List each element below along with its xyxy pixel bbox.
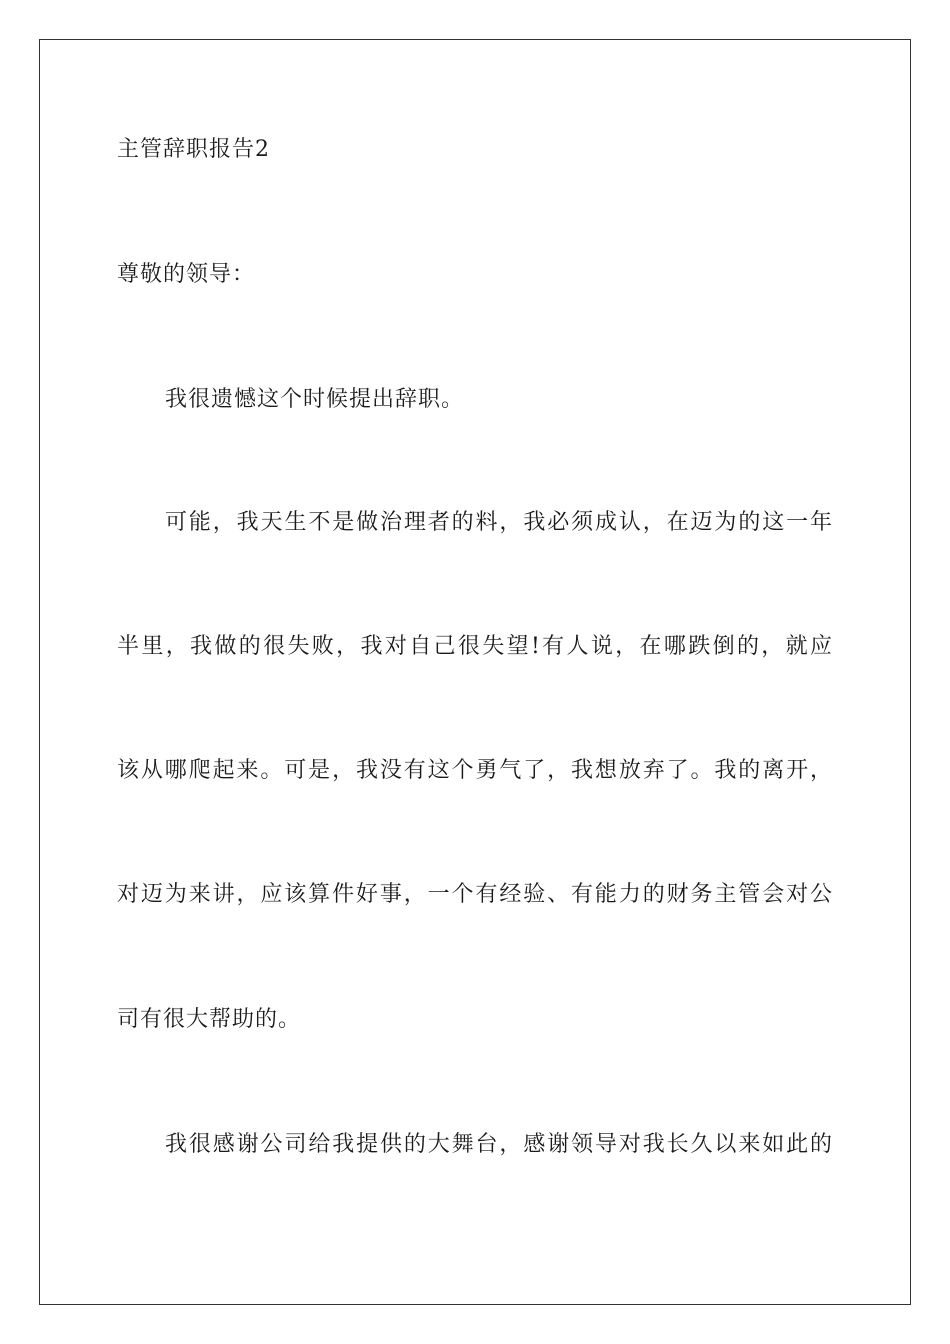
- paragraph-1-line-1: 我很遗憾这个时候提出辞职。: [165, 387, 465, 412]
- page-border: [39, 39, 911, 1305]
- paragraph-3-line-1: 我很感谢公司给我提供的大舞台，感谢领导对我长久以来如此的: [165, 1132, 833, 1157]
- document-title: 主管辞职报告2: [117, 137, 270, 162]
- salutation: 尊敬的领导：: [117, 262, 256, 287]
- paragraph-2-line-2: 半里，我做的很失败，我对自己很失望!有人说，在哪跌倒的，就应: [117, 634, 833, 659]
- paragraph-2-line-4: 对迈为来讲，应该算件好事，一个有经验、有能力的财务主管会对公: [117, 882, 833, 907]
- paragraph-2-line-3: 该从哪爬起来。可是，我没有这个勇气了，我想放弃了。我的离开，: [117, 758, 833, 783]
- paragraph-2-line-1: 可能，我天生不是做治理者的料，我必须成认，在迈为的这一年: [165, 510, 833, 535]
- paragraph-2-line-5: 司有很大帮助的。: [117, 1007, 302, 1032]
